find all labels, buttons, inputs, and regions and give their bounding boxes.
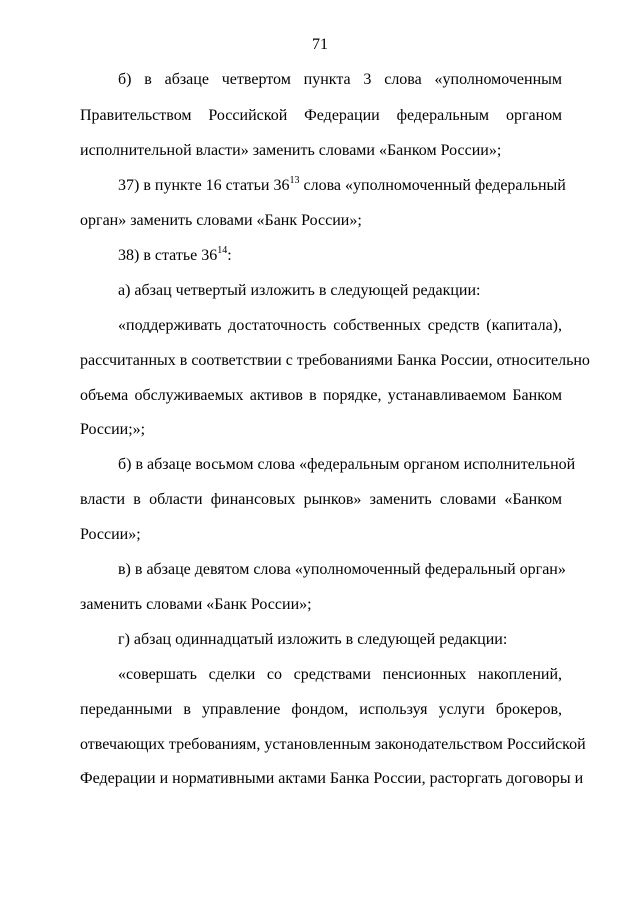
text-line: а) абзац четвертый изложить в следующей редакции: bbox=[118, 282, 481, 299]
text-line: переданными в управление фондом, используя услуги брокеров, bbox=[80, 701, 562, 718]
text-line: заменить словами «Банк России»; bbox=[80, 596, 312, 613]
text-fragment: 38) в статье 36 bbox=[118, 247, 218, 264]
text-line: б) в абзаце четвертом пункта 3 слова «уполномоченным bbox=[118, 71, 562, 88]
page-number: 71 bbox=[312, 36, 328, 53]
text-line: власти в области финансовых рынков» заменить словами «Банком bbox=[80, 491, 562, 508]
text-line: объема обслуживаемых активов в порядке, устанавливаемом Банком bbox=[80, 387, 562, 404]
text-line: в) в абзаце девятом слова «уполномоченный федеральный орган» bbox=[118, 561, 566, 578]
text-line-with-superscript bbox=[118, 175, 566, 196]
text-line: отвечающих требованиям, установленным законодательством Российской bbox=[80, 736, 586, 753]
text-line: орган» заменить словами «Банк России»; bbox=[80, 212, 362, 229]
text-fragment: слова «уполномоченный федеральный bbox=[299, 177, 566, 194]
text-line: рассчитанных в соответствии с требованиями Банка России, относительно bbox=[80, 352, 590, 369]
text-line: «совершать сделки со средствами пенсионных накоплений, bbox=[118, 666, 562, 683]
text-line-with-superscript bbox=[118, 246, 562, 266]
text-line: г) абзац одиннадцатый изложить в следующей редакции: bbox=[118, 631, 508, 648]
text-fragment: 37) в пункте 16 статьи 36 bbox=[118, 177, 290, 194]
text-line: Федерации и нормативными актами Банка России, расторгать договоры и bbox=[80, 770, 584, 787]
text-line: Правительством Российской Федерации федеральным органом bbox=[80, 107, 562, 124]
text-line: б) в абзаце восьмом слова «федеральным органом исполнительной bbox=[118, 456, 576, 473]
text-line: России»; bbox=[80, 526, 141, 543]
text-fragment: : bbox=[227, 247, 232, 264]
superscript: 13 bbox=[289, 175, 300, 186]
superscript: 14 bbox=[217, 245, 228, 256]
text-line: исполнительной власти» заменить словами «Банком России»; bbox=[80, 142, 502, 159]
text-line: «поддерживать достаточность собственных средств (капитала), bbox=[118, 317, 562, 334]
text-line: России;»; bbox=[80, 421, 146, 438]
